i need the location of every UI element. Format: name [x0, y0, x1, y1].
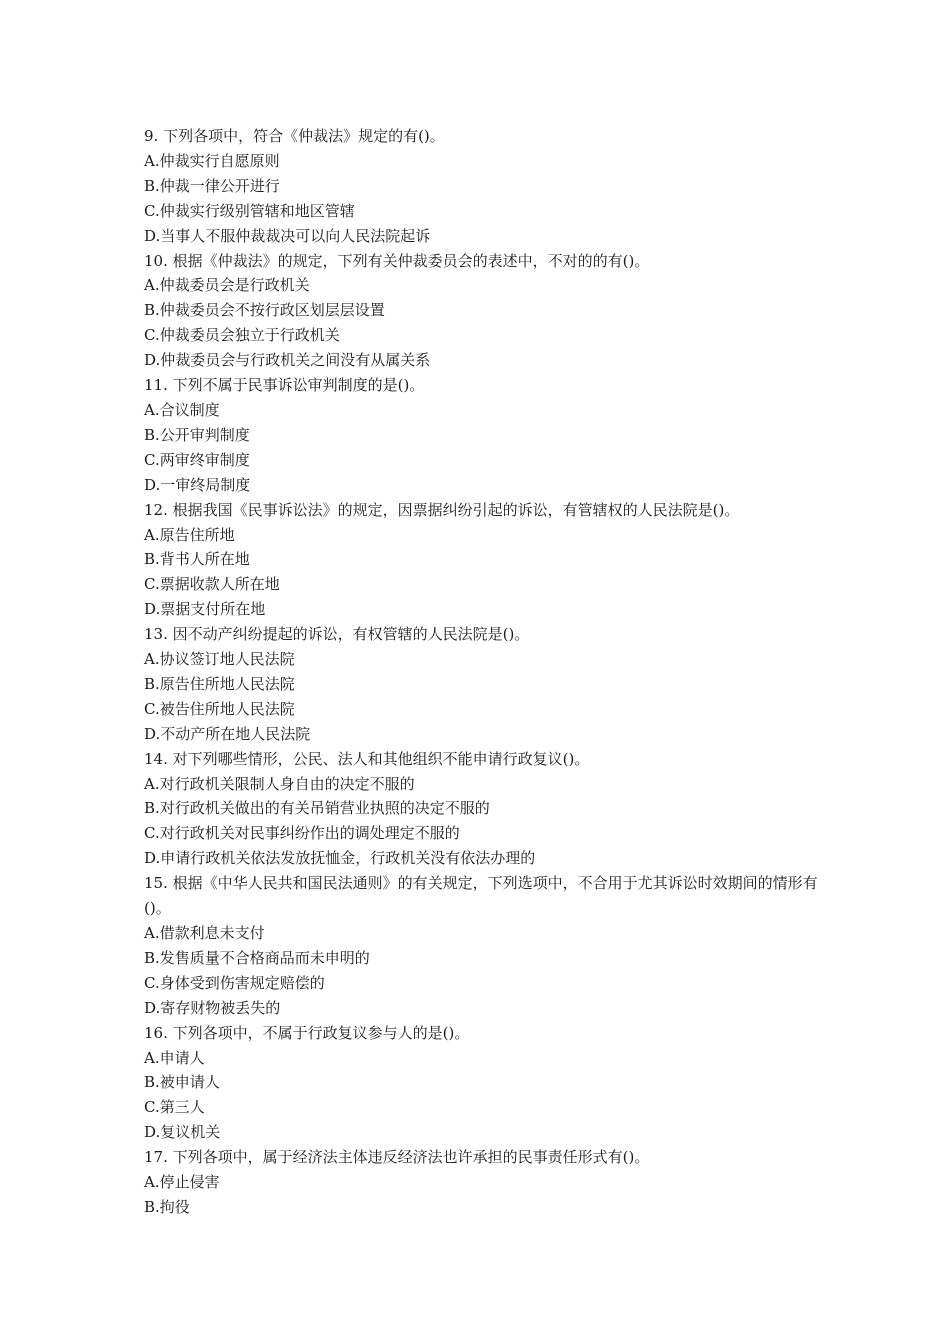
question-12-option-d: D.票据支付所在地 — [144, 600, 266, 619]
question-16-stem: 16. 下列各项中，不属于行政复议参与人的是()。 — [144, 1023, 470, 1042]
question-17-option-a: A.停止侵害 — [144, 1173, 220, 1192]
question-12-option-b: B.背书人所在地 — [144, 550, 250, 569]
question-12-stem: 12. 根据我国《民事诉讼法》的规定，因票据纠纷引起的诉讼，有管辖权的人民法院是()。 — [144, 500, 740, 519]
question-14-option-a: A.对行政机关限制人身自由的决定不服的 — [144, 774, 415, 793]
document-page — [144, 124, 824, 1220]
question-17-stem: 17. 下列各项中，属于经济法主体违反经济法也许承担的民事责任形式有()。 — [144, 1148, 650, 1167]
question-10-option-c: C.仲裁委员会独立于行政机关 — [144, 326, 340, 345]
question-11-option-c: C.两审终审制度 — [144, 450, 250, 469]
question-14-option-b: B.对行政机关做出的有关吊销营业执照的决定不服的 — [144, 799, 490, 818]
question-13-option-d: D.不动产所在地人民法院 — [144, 724, 311, 743]
question-10-stem: 10. 根据《仲裁法》的规定，下列有关仲裁委员会的表述中，不对的的有()。 — [144, 251, 650, 270]
question-13-option-b: B.原告住所地人民法院 — [144, 674, 295, 693]
question-10-option-d: D.仲裁委员会与行政机关之间没有从属关系 — [144, 351, 431, 370]
question-14-option-c: C.对行政机关对民事纠纷作出的调处理定不服的 — [144, 824, 460, 843]
question-10-option-a: A.仲裁委员会是行政机关 — [144, 276, 310, 295]
question-16-option-b: B.被申请人 — [144, 1073, 220, 1092]
question-15-option-d: D.寄存财物被丢失的 — [144, 998, 281, 1017]
question-16-option-c: C.第三人 — [144, 1098, 205, 1117]
question-9-option-a: A.仲裁实行自愿原则 — [144, 151, 280, 170]
question-11-option-a: A.合议制度 — [144, 400, 220, 419]
question-17-option-b: B.拘役 — [144, 1197, 190, 1216]
question-15-option-a: A.借款利息未支付 — [144, 924, 265, 942]
question-9-option-d: D.当事人不服仲裁裁决可以向人民法院起诉 — [144, 226, 431, 245]
question-15-option-b: B.发售质量不合格商品而未申明的 — [144, 948, 370, 967]
question-14-option-d: D.申请行政机关依法发放抚恤金，行政机关没有依法办理的 — [144, 849, 536, 868]
question-13-stem: 13. 因不动产纠纷提起的诉讼，有权管辖的人民法院是()。 — [144, 625, 530, 644]
question-11-stem: 11. 下列不属于民事诉讼审判制度的是()。 — [144, 376, 425, 395]
question-10-option-b: B.仲裁委员会不按行政区划层层设置 — [144, 301, 385, 320]
question-15-stem: 15. 根据《中华人民共和国民法通则》的有关规定，下列选项中，不合用于尤其诉讼时效期间的情形有()。 — [144, 874, 818, 918]
question-9-stem: 9. 下列各项中，符合《仲裁法》规定的有()。 — [144, 127, 445, 145]
question-16-option-d: D.复议机关 — [144, 1123, 221, 1142]
question-11-option-d: D.一审终局制度 — [144, 475, 251, 494]
question-11-option-b: B.公开审判制度 — [144, 425, 250, 444]
question-13-option-c: C.被告住所地人民法院 — [144, 699, 295, 718]
question-13-option-a: A.协议签订地人民法院 — [144, 650, 295, 669]
question-16-option-a: A.申请人 — [144, 1048, 205, 1067]
question-12-option-c: C.票据收款人所在地 — [144, 575, 280, 594]
question-9-option-c: C.仲裁实行级别管辖和地区管辖 — [144, 201, 355, 220]
question-15-option-c: C.身体受到伤害规定赔偿的 — [144, 973, 325, 992]
question-9-option-b: B.仲裁一律公开进行 — [144, 176, 280, 195]
question-12-option-a: A.原告住所地 — [144, 525, 235, 544]
question-14-stem: 14. 对下列哪些情形，公民、法人和其他组织不能申请行政复议()。 — [144, 749, 590, 768]
